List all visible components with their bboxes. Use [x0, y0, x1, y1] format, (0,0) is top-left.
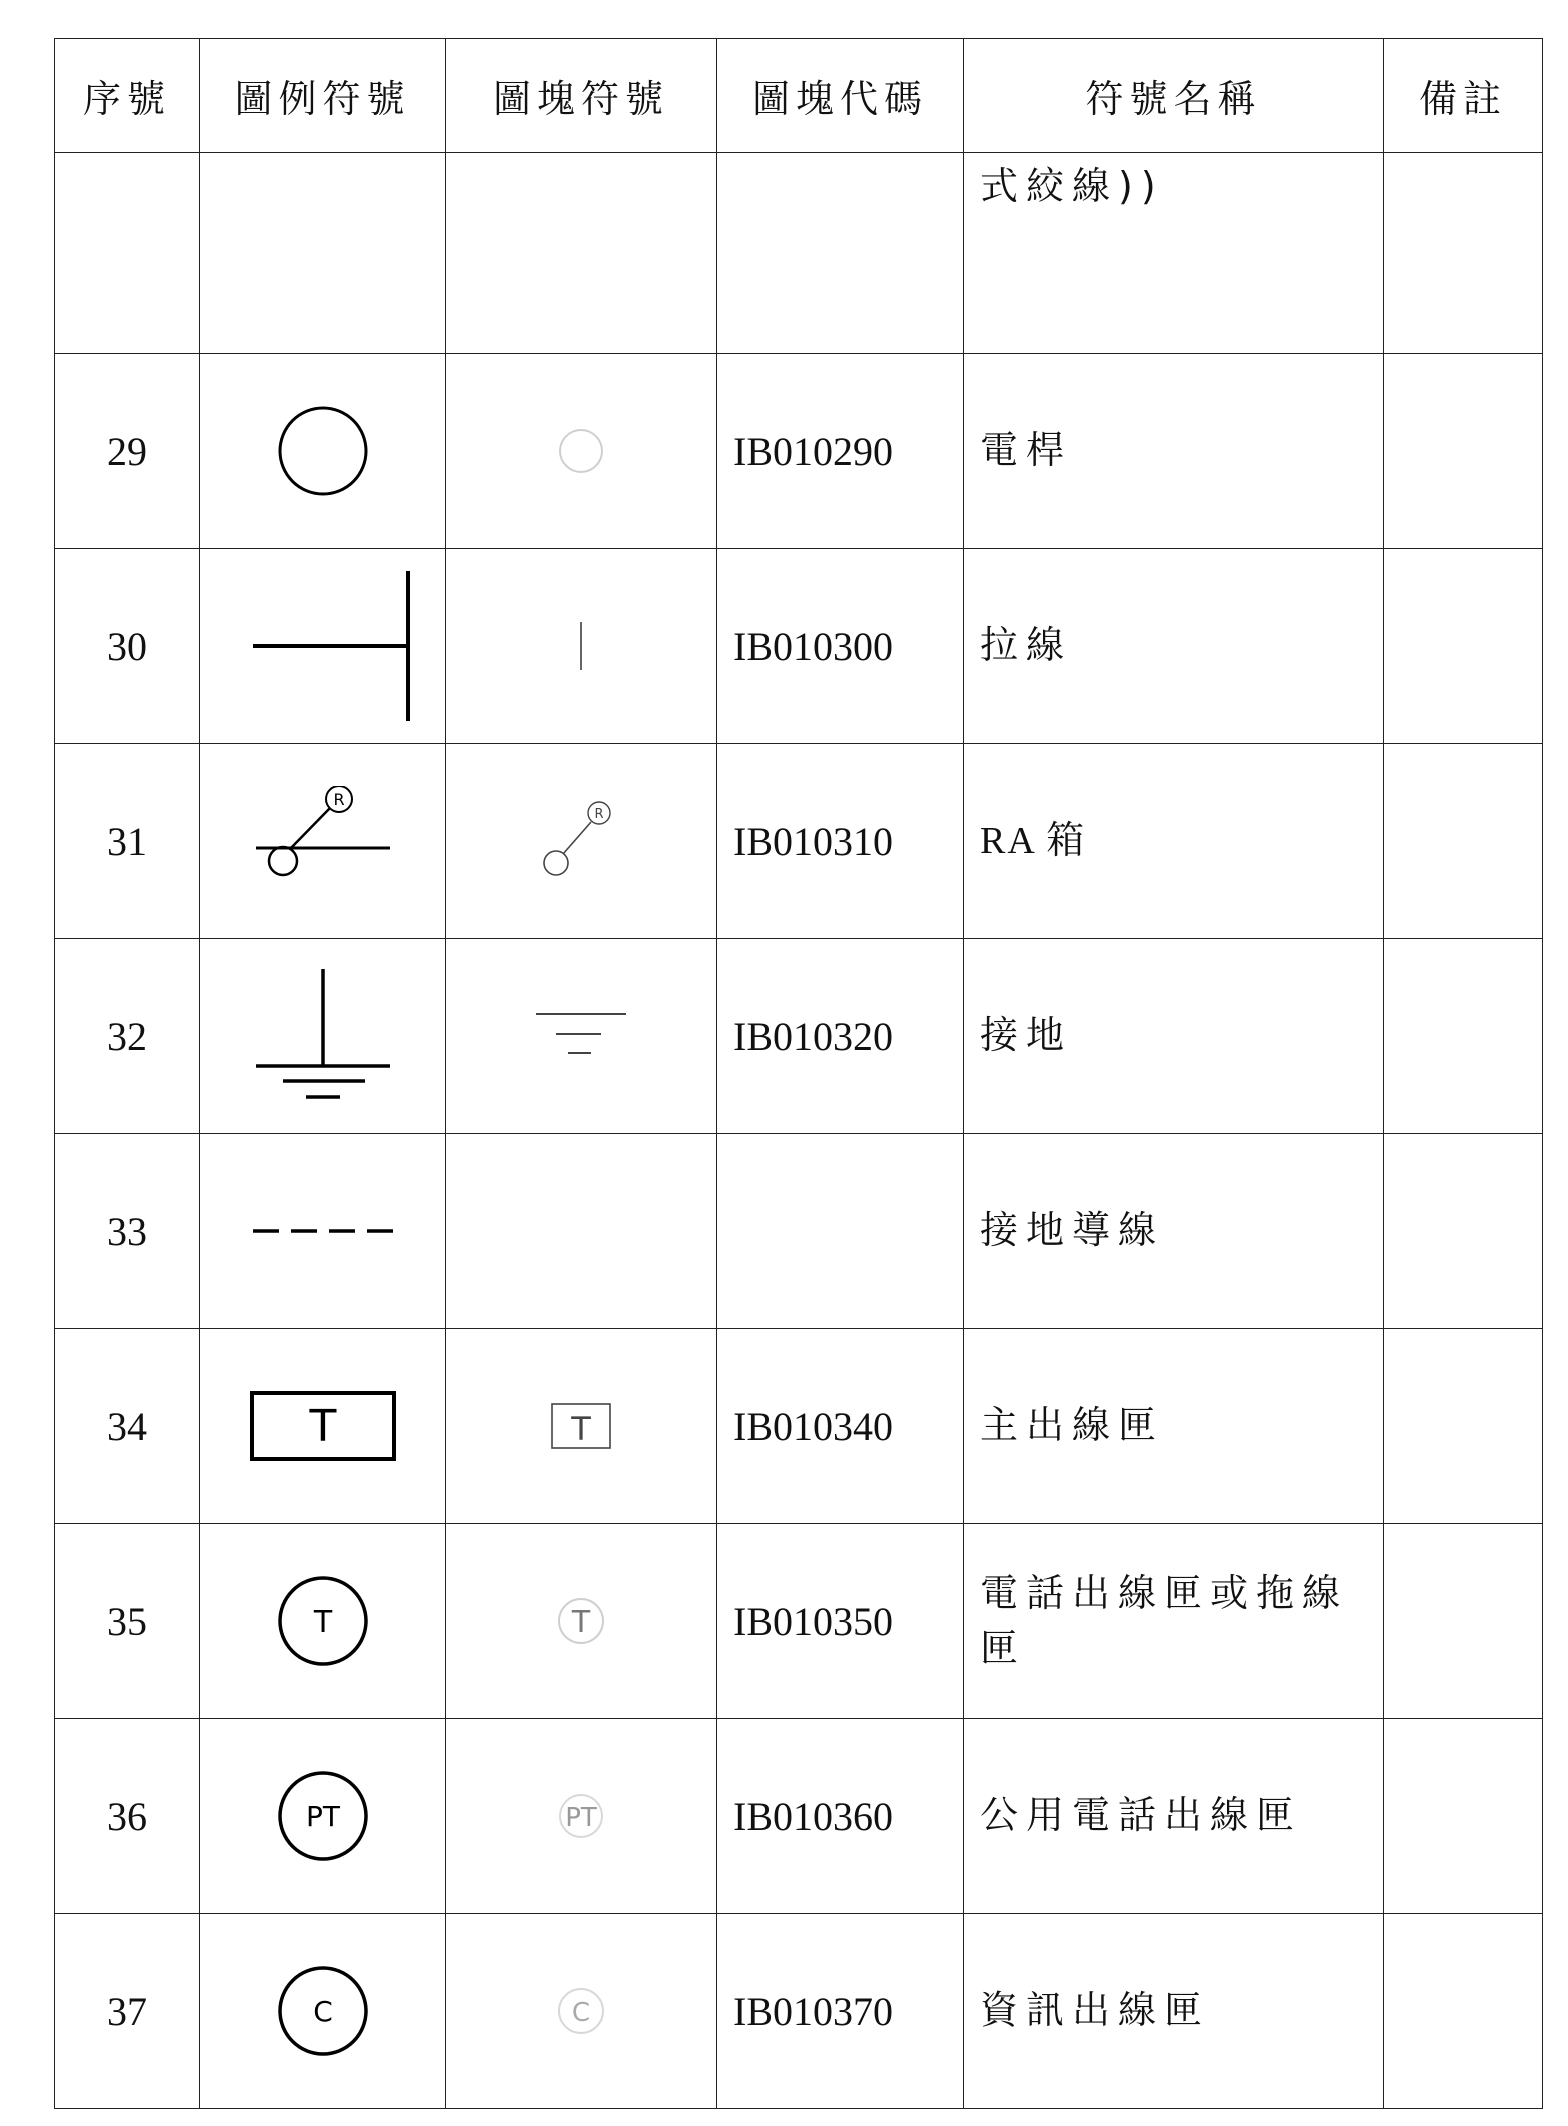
ra-box-block-icon	[536, 796, 626, 886]
cell-seq: 29	[55, 354, 200, 549]
pt-circle-label: PT	[305, 1800, 340, 1833]
guy-wire-icon	[233, 561, 413, 731]
pt-circle-block-icon	[551, 1786, 611, 1846]
t-circle-label: T	[313, 1605, 332, 1640]
cell-seq: 35	[55, 1524, 200, 1719]
cell-seq	[55, 153, 200, 354]
cell-block	[446, 1914, 717, 2109]
cell-block	[446, 354, 717, 549]
t-box-label: T	[309, 1401, 336, 1452]
header-seq: 序號	[55, 39, 200, 153]
cell-block	[446, 1719, 717, 1914]
t-box-block-label: T	[571, 1410, 591, 1448]
cell-code: IB010320	[717, 939, 964, 1134]
cell-name: 式絞線))	[964, 153, 1384, 354]
cell-code: IB010300	[717, 549, 964, 744]
cell-code	[717, 1134, 964, 1329]
cell-seq: 34	[55, 1329, 200, 1524]
cell-seq: 33	[55, 1134, 200, 1329]
cell-name: 電話出線匣或拖線匣	[964, 1524, 1384, 1719]
c-circle-block-label: C	[571, 1998, 591, 2028]
cell-code: IB010370	[717, 1914, 964, 2109]
pt-circle-icon	[273, 1766, 373, 1866]
c-circle-icon	[273, 1961, 373, 2061]
cell-block	[446, 939, 717, 1134]
cell-remark	[1384, 1524, 1543, 1719]
dashed-line-icon	[248, 1216, 398, 1246]
cell-name: 資訊出線匣	[964, 1914, 1384, 2109]
cell-block	[446, 1329, 717, 1524]
ra-label: R	[332, 790, 345, 809]
cell-seq: 32	[55, 939, 200, 1134]
table-row	[55, 939, 1543, 1134]
c-circle-block-icon	[551, 1981, 611, 2041]
cell-legend	[200, 1134, 446, 1329]
symbol-legend-table	[54, 38, 1543, 2109]
table-row	[55, 1329, 1543, 1524]
cell-remark	[1384, 1134, 1543, 1329]
ground-icon	[248, 961, 398, 1111]
continuation-row	[55, 153, 1543, 354]
header-block-code: 圖塊代碼	[717, 39, 964, 153]
cell-block	[446, 1134, 717, 1329]
cell-block	[446, 1524, 717, 1719]
cell-legend	[200, 1914, 446, 2109]
cell-legend	[200, 1524, 446, 1719]
cell-name: 公用電話出線匣	[964, 1719, 1384, 1914]
cell-code: IB010360	[717, 1719, 964, 1914]
cell-legend	[200, 1329, 446, 1524]
cell-remark	[1384, 1719, 1543, 1914]
header-symbol-name: 符號名稱	[964, 39, 1384, 153]
vertical-line-icon	[571, 616, 591, 676]
header-block-symbol: 圖塊符號	[446, 39, 717, 153]
table-row	[55, 1524, 1543, 1719]
cell-legend	[200, 153, 446, 354]
cell-name: 接地	[964, 939, 1384, 1134]
header-remarks: 備註	[1384, 39, 1543, 153]
cell-code: IB010290	[717, 354, 964, 549]
faint-circle-icon	[551, 421, 611, 481]
pt-circle-block-label: PT	[565, 1803, 597, 1833]
cell-remark	[1384, 549, 1543, 744]
cell-code: IB010350	[717, 1524, 964, 1719]
cell-name: 電桿	[964, 354, 1384, 549]
cell-code	[717, 153, 964, 354]
cell-remark	[1384, 1329, 1543, 1524]
cell-legend	[200, 939, 446, 1134]
cell-seq: 31	[55, 744, 200, 939]
cell-block	[446, 744, 717, 939]
ground-block-icon	[531, 1006, 631, 1066]
ra-box-icon	[248, 786, 398, 896]
table-row	[55, 1914, 1543, 2109]
t-circle-block-label: T	[571, 1605, 591, 1640]
cell-name	[964, 744, 1384, 939]
table-row	[55, 354, 1543, 549]
circle-pole-icon	[268, 396, 378, 506]
c-circle-label: C	[312, 1995, 333, 2028]
cell-legend	[200, 549, 446, 744]
cell-name: 拉線	[964, 549, 1384, 744]
cell-code: IB010310	[717, 744, 964, 939]
cell-remark	[1384, 153, 1543, 354]
t-box-icon	[248, 1386, 398, 1466]
cell-remark	[1384, 1914, 1543, 2109]
header-row	[55, 39, 1543, 153]
cell-remark	[1384, 939, 1543, 1134]
cell-name: 接地導線	[964, 1134, 1384, 1329]
cell-block	[446, 549, 717, 744]
ra-block-label: R	[594, 807, 604, 822]
table-row	[55, 549, 1543, 744]
cell-seq: 30	[55, 549, 200, 744]
cell-code: IB010340	[717, 1329, 964, 1524]
table-row	[55, 1134, 1543, 1329]
t-box-block-icon	[546, 1398, 616, 1454]
name-text: RA 箱	[980, 819, 1087, 862]
cell-legend	[200, 1719, 446, 1914]
cell-block	[446, 153, 717, 354]
cell-remark	[1384, 744, 1543, 939]
table-row	[55, 744, 1543, 939]
cell-legend	[200, 744, 446, 939]
t-circle-icon	[273, 1571, 373, 1671]
cell-name: 主出線匣	[964, 1329, 1384, 1524]
header-legend-symbol: 圖例符號	[200, 39, 446, 153]
cell-legend	[200, 354, 446, 549]
t-circle-block-icon	[551, 1591, 611, 1651]
cell-seq: 36	[55, 1719, 200, 1914]
cell-seq: 37	[55, 1914, 200, 2109]
table-row	[55, 1719, 1543, 1914]
cell-remark	[1384, 354, 1543, 549]
